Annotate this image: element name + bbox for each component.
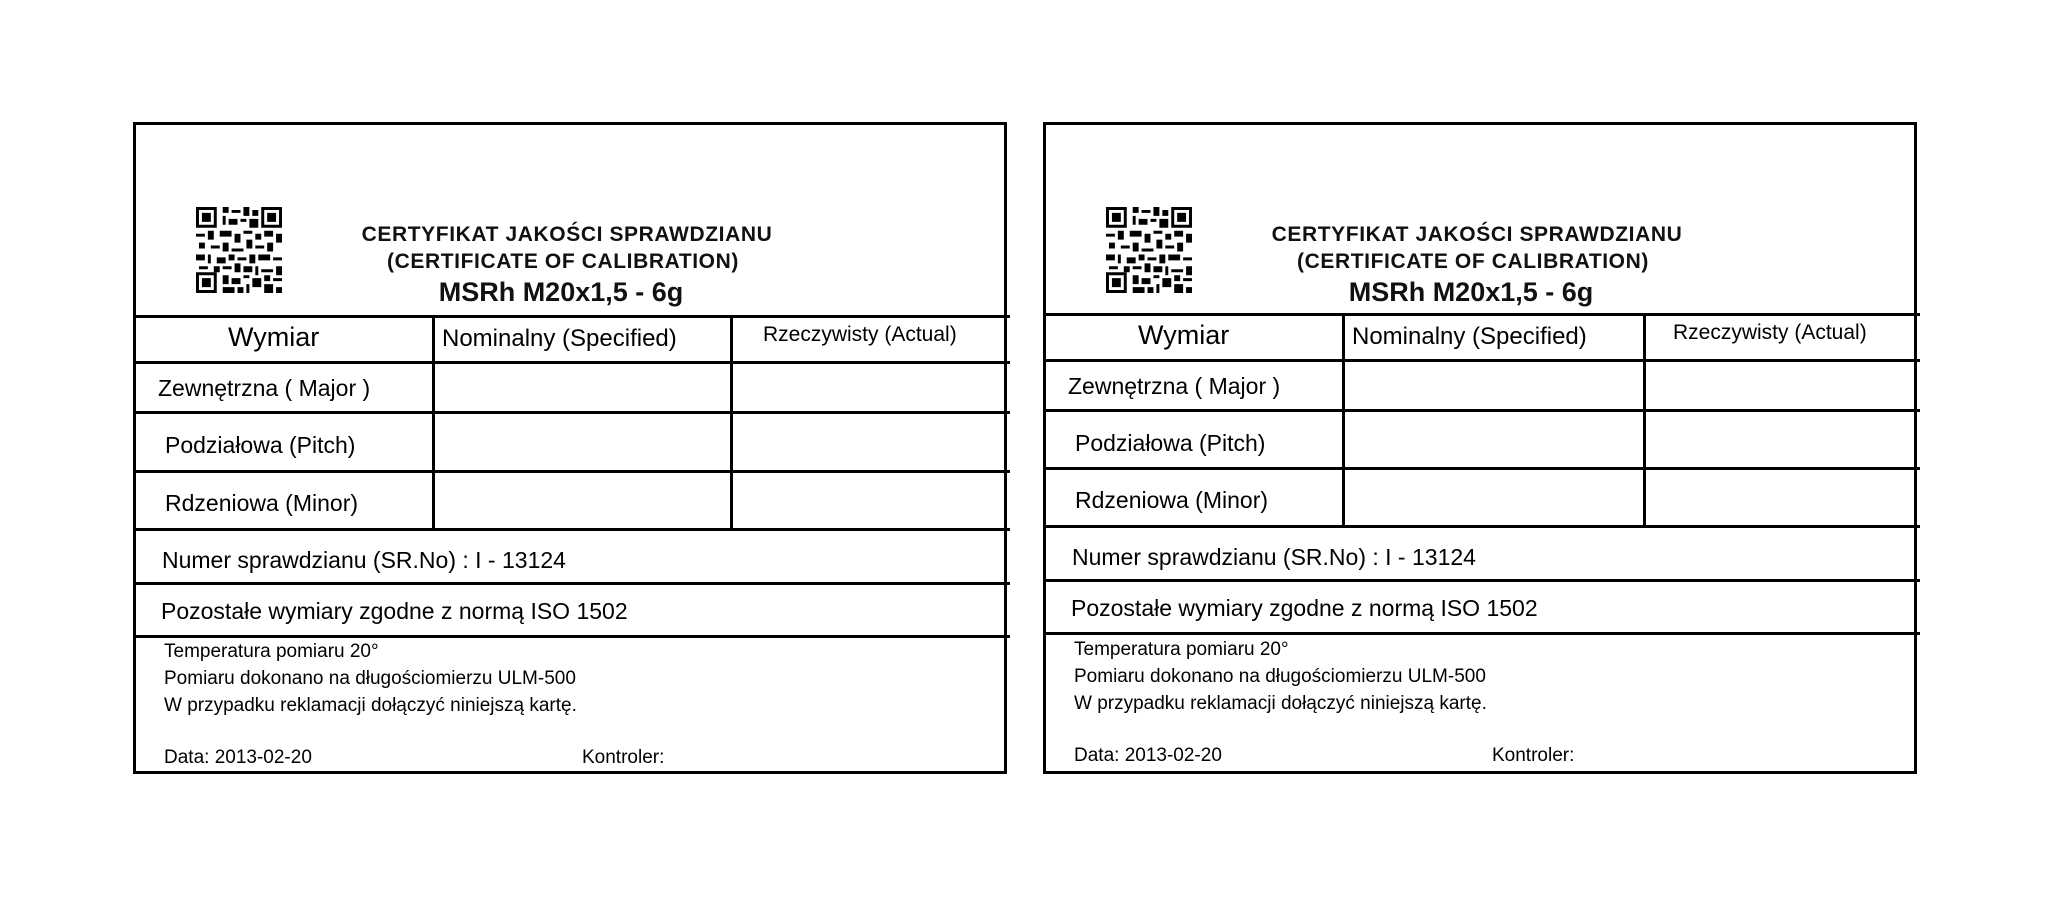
serial-divider: [1046, 579, 1920, 582]
row-label-minor: Rdzeniowa (Minor): [165, 490, 359, 516]
serial-number: Numer sprawdzianu (SR.No) : I - 13124: [162, 547, 566, 573]
note-temperature: Temperatura pomiaru 20°: [164, 641, 379, 662]
row-label-major: Zewnętrzna ( Major ): [158, 375, 371, 401]
certificate-card-right: [1043, 122, 1917, 774]
standard-compliance: Pozostałe wymiary zgodne z normą ISO 1502: [1071, 595, 1538, 621]
row-label-pitch: Podziałowa (Pitch): [1075, 430, 1266, 456]
certificate-subtitle: (CERTIFICATE OF CALIBRATION): [1297, 250, 1649, 273]
column-header-actual: Rzeczywisty (Actual): [763, 323, 957, 346]
certificate-title: CERTYFIKAT JAKOŚCI SPRAWDZIANU: [361, 223, 773, 246]
header-divider: [1046, 359, 1920, 362]
inspector-label: Kontroler:: [582, 747, 665, 768]
row-divider: [136, 470, 1010, 473]
column-header-actual: Rzeczywisty (Actual): [1673, 321, 1867, 344]
serial-divider: [136, 582, 1010, 585]
certificate-card-left: [133, 122, 1007, 774]
column-divider: [730, 315, 733, 528]
table-top-divider: [1046, 313, 1920, 316]
column-header-nominal: Nominalny (Specified): [1352, 323, 1587, 350]
standard-divider: [1046, 632, 1920, 635]
row-label-minor: Rdzeniowa (Minor): [1075, 487, 1269, 513]
certificate-subtitle: (CERTIFICATE OF CALIBRATION): [387, 250, 739, 273]
row-divider: [136, 411, 1010, 414]
row-label-major: Zewnętrzna ( Major ): [1068, 373, 1281, 399]
column-header-dimension: Wymiar: [228, 322, 320, 352]
note-complaints: W przypadku reklamacji dołączyć niniejszą kartę.: [1074, 693, 1487, 714]
note-instrument: Pomiaru dokonano na długościomierzu ULM-500: [1074, 666, 1486, 687]
standard-compliance: Pozostałe wymiary zgodne z normą ISO 1502: [161, 598, 628, 624]
table-top-divider: [136, 315, 1010, 318]
row-label-pitch: Podziałowa (Pitch): [165, 432, 356, 458]
inspector-label: Kontroler:: [1492, 745, 1575, 766]
table-bottom-divider: [1046, 525, 1920, 528]
column-header-nominal: Nominalny (Specified): [442, 325, 677, 352]
header-divider: [136, 361, 1010, 364]
column-header-dimension: Wymiar: [1138, 320, 1230, 350]
standard-divider: [136, 635, 1010, 638]
row-divider: [1046, 409, 1920, 412]
note-complaints: W przypadku reklamacji dołączyć niniejszą kartę.: [164, 695, 577, 716]
serial-number: Numer sprawdzianu (SR.No) : I - 13124: [1072, 544, 1476, 570]
column-divider: [1643, 313, 1646, 525]
row-divider: [1046, 467, 1920, 470]
gauge-designation: MSRh M20x1,5 - 6g: [1348, 277, 1594, 307]
column-divider: [432, 315, 435, 528]
note-instrument: Pomiaru dokonano na długościomierzu ULM-500: [164, 668, 576, 689]
column-divider: [1342, 313, 1345, 525]
date-field: Data: 2013-02-20: [164, 747, 312, 768]
note-temperature: Temperatura pomiaru 20°: [1074, 639, 1289, 660]
gauge-designation: MSRh M20x1,5 - 6g: [438, 277, 684, 307]
date-field: Data: 2013-02-20: [1074, 745, 1222, 766]
certificate-title: CERTYFIKAT JAKOŚCI SPRAWDZIANU: [1271, 223, 1683, 246]
table-bottom-divider: [136, 528, 1010, 531]
